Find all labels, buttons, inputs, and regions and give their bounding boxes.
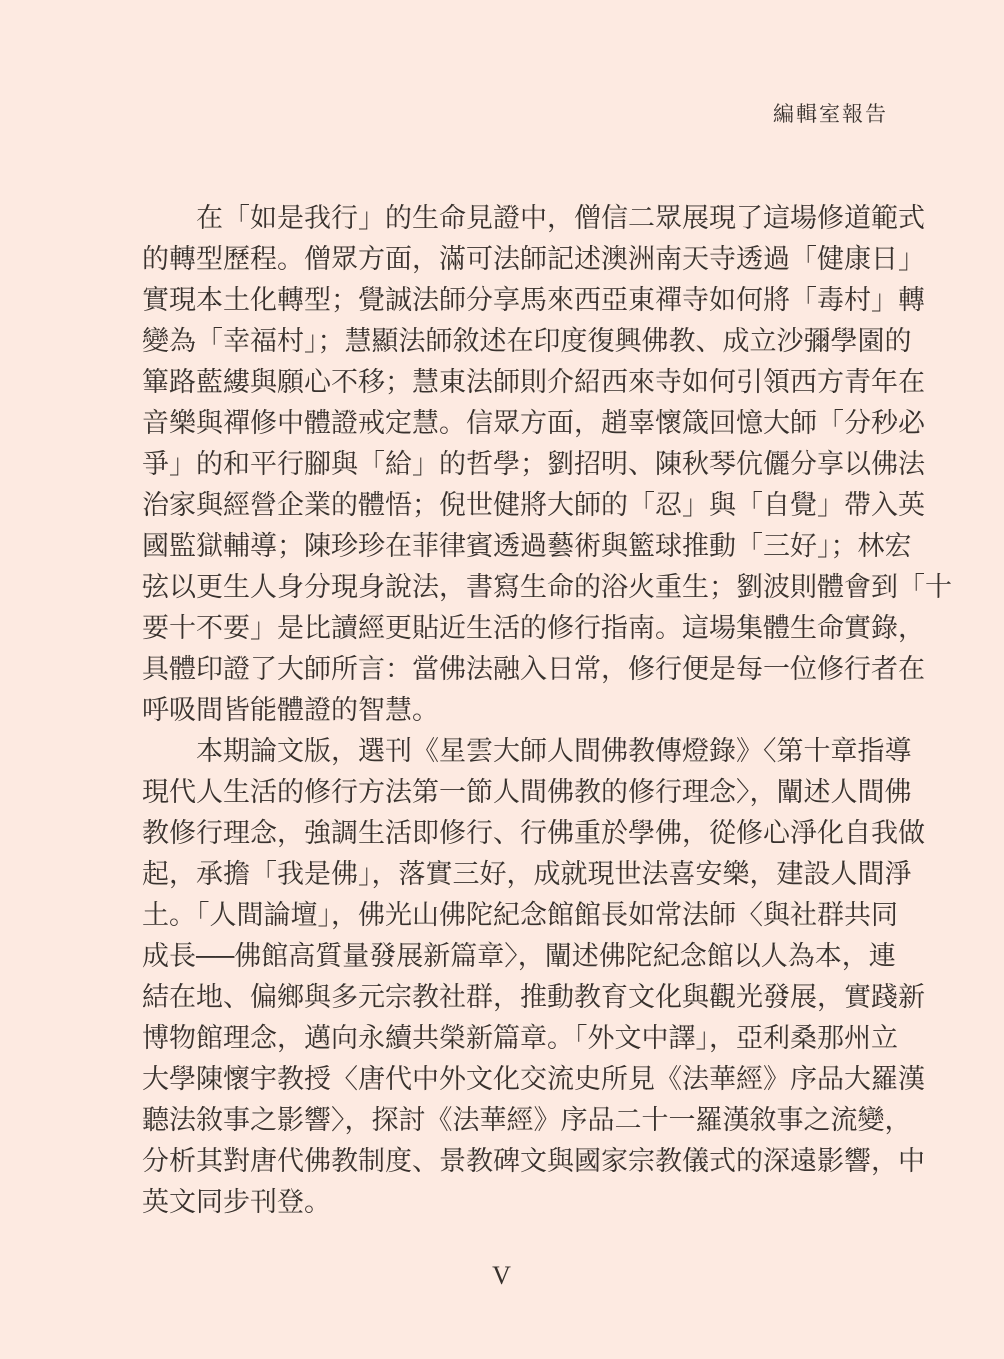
text-line: 結在地、偏鄉與多元宗教社群，推動教育文化與觀光發展，實踐新 [142,982,925,1012]
text-line: 本期論文版，選刊《星雲大師人間佛教傳燈錄》〈第十章指導 [196,736,912,766]
text-line: 起，承擔「我是佛」，落實三好，成就現世法喜安樂，建設人間淨 [142,859,912,889]
text-line: 具體印證了大師所言：當佛法融入日常，修行便是每一位修行者在 [142,654,925,684]
text-line: 聽法敘事之影響〉，探討《法華經》序品二十一羅漢敘事之流變， [142,1105,912,1135]
text-line: 篳路藍縷與願心不移；慧東法師則介紹西來寺如何引領西方青年在 [142,367,925,397]
text-line: 成長──佛館高質量發展新篇章〉，闡述佛陀紀念館以人為本，連 [142,941,896,971]
text-line: 呼吸間皆能體證的智慧。 [142,695,439,725]
text-line: 變為「幸福村」；慧顯法師敘述在印度復興佛教、成立沙彌學園的 [142,326,912,356]
text-line: 現代人生活的修行方法第一節人間佛教的修行理念〉，闡述人間佛 [142,777,912,807]
running-header: 編輯室報告 [773,102,888,126]
text-line: 土。「人間論壇」，佛光山佛陀紀念館館長如常法師〈與社群共同 [142,900,898,930]
text-line: 治家與經營企業的體悟；倪世健將大師的「忍」與「自覺」帶入英 [142,490,925,520]
text-line: 分析其對唐代佛教制度、景教碑文與國家宗教儀式的深遠影響，中 [142,1146,925,1176]
text-line: 英文同步刊登。 [142,1187,331,1217]
text-line: 的轉型歷程。僧眾方面，滿可法師記述澳洲南天寺透過「健康日」 [142,244,925,274]
body-text [142,198,952,1223]
text-line: 在「如是我行」的生命見證中，僧信二眾展現了這場修道範式 [196,203,925,233]
text-line: 音樂與禪修中體證戒定慧。信眾方面，趙辜懷箴回憶大師「分秒必 [142,408,925,438]
text-line: 教修行理念，強調生活即修行、行佛重於學佛，從修心淨化自我做 [142,818,925,848]
text-line: 弦以更生人身分現身說法，書寫生命的浴火重生；劉波則體會到「十 [142,572,952,602]
text-line: 爭」的和平行腳與「給」的哲學；劉招明、陳秋琴伉儷分享以佛法 [142,449,925,479]
text-line: 要十不要」是比讀經更貼近生活的修行指南。這場集體生命實錄， [142,613,925,643]
text-line: 博物館理念，邁向永續共榮新篇章。「外文中譯」，亞利桑那州立 [142,1023,898,1053]
text-line: 大學陳懷宇教授〈唐代中外文化交流史所見《法華經》序品大羅漢 [142,1064,925,1094]
page-number: V [492,1261,512,1290]
text-line: 國監獄輔導；陳珍珍在菲律賓透過藝術與籃球推動「三好」；林宏 [142,531,912,561]
text-line: 實現本土化轉型；覺誠法師分享馬來西亞東禪寺如何將「毒村」轉 [142,285,925,315]
